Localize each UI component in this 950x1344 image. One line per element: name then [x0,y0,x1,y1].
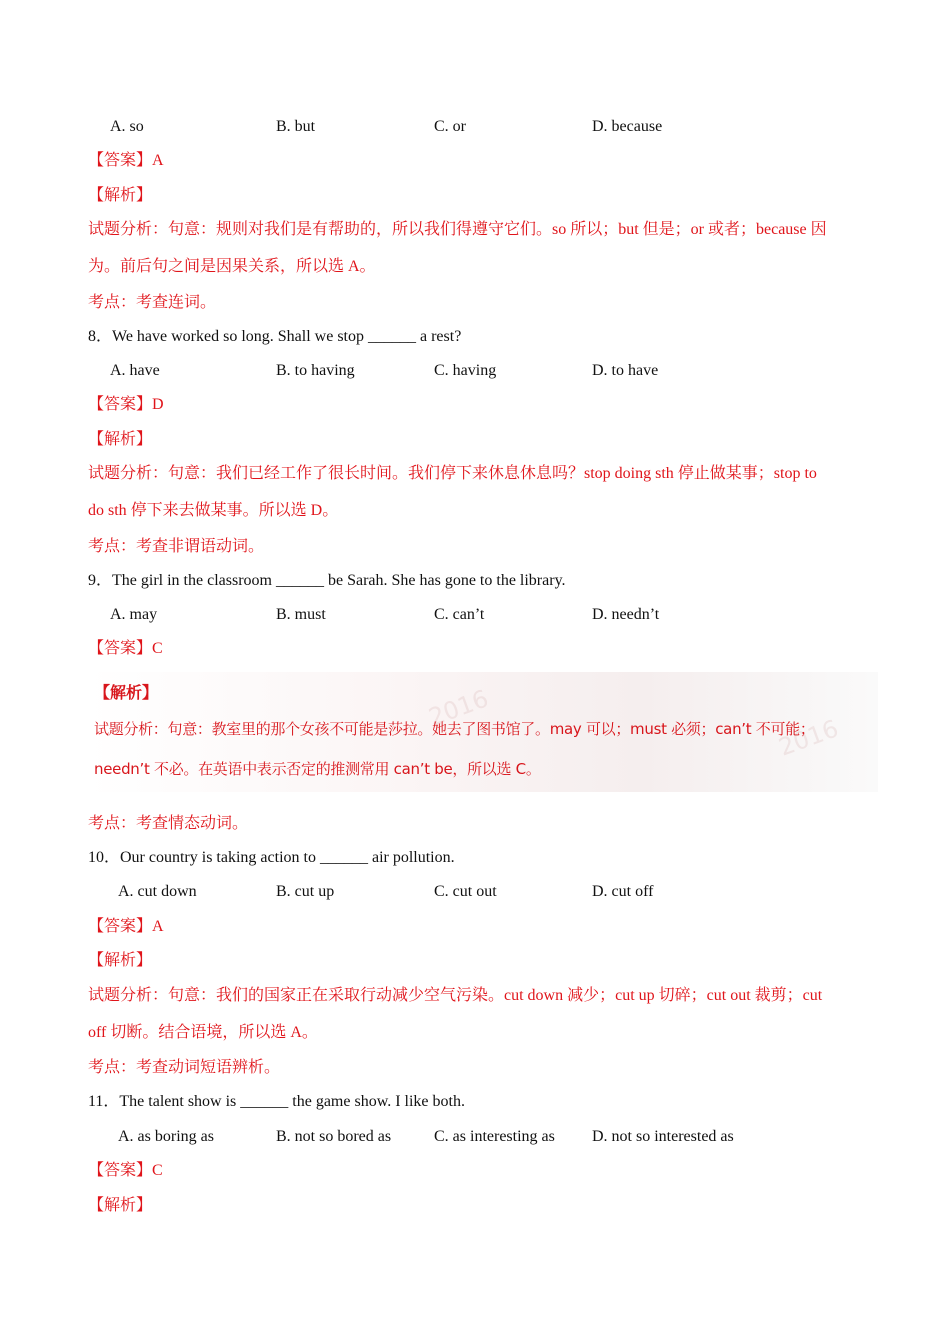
q10-option-d: D. cut off [592,883,654,900]
q9-jiexi-heading: 【解析】 [94,683,159,702]
q9-analysis-line-2: needn’t 不必。在英语中表示否定的推测常用 can’t be，所以选 C。 [94,760,541,778]
q8-option-a: A. have [110,362,160,379]
q9-option-c: C. can’t [434,606,485,623]
q8-point: 考点：考查非谓语动词。 [88,538,265,555]
q11-option-c: C. as interesting as [434,1128,555,1145]
q7-answer: 【答案】A [88,152,164,169]
q8-answer: 【答案】D [88,396,164,413]
q7-option-b: B. but [276,118,316,135]
q8-question: 8．We have worked so long. Shall we stop ______ a rest? [88,328,462,345]
q10-jiexi-heading: 【解析】 [88,952,153,969]
q7-jiexi-heading: 【解析】 [88,187,153,204]
watermark: 2016 [425,684,493,732]
q10-option-b: B. cut up [276,883,335,900]
q10-point: 考点：考查动词短语辨析。 [88,1059,281,1076]
q7-option-a: A. so [110,118,144,135]
q9-option-a: A. may [110,606,158,623]
q9-analysis-line-1: 试题分析：句意：教室里的那个女孩不可能是莎拉。她去了图书馆了。may 可以；must 必须；can’t 不可能； [94,720,815,738]
q8-option-b: B. to having [276,362,355,379]
q8-jiexi-heading: 【解析】 [88,431,153,448]
q9-option-d: D. needn’t [592,606,660,623]
q11-option-d: D. not so interested as [592,1128,734,1145]
q8-option-c: C. having [434,362,497,379]
q8-analysis-line-1: 试题分析：句意：我们已经工作了很长时间。我们停下来休息休息吗？stop doing sth 停止做某事；stop to [88,465,817,482]
q7-option-d: D. because [592,118,663,135]
q11-jiexi-heading: 【解析】 [88,1197,153,1214]
watermark-2: 2016 [775,714,843,762]
q11-option-b: B. not so bored as [276,1128,392,1145]
q10-option-a: A. cut down [118,883,197,900]
q7-analysis-line-1: 试题分析：句意：规则对我们是有帮助的，所以我们得遵守它们。so 所以；but 但是；or 或者；because 因 [88,221,827,238]
q9-answer: 【答案】C [88,640,163,657]
q9-analysis-image [88,672,878,792]
q7-point: 考点：考查连词。 [88,294,217,311]
q9-question: 9．The girl in the classroom ______ be Sarah. She has gone to the library. [88,572,566,589]
q11-option-a: A. as boring as [118,1128,214,1145]
q10-answer: 【答案】A [88,918,164,935]
q10-analysis-line-2: off 切断。结合语境，所以选 A。 [88,1024,318,1041]
q10-question: 10．Our country is taking action to ______ air pollution. [88,849,455,866]
q8-option-d: D. to have [592,362,659,379]
q11-answer: 【答案】C [88,1162,163,1179]
q10-option-c: C. cut out [434,883,497,900]
q11-question: 11．The talent show is ______ the game show. I like both. [88,1093,465,1110]
q10-analysis-line-1: 试题分析：句意：我们的国家正在采取行动减少空气污染。cut down 减少；cut up 切碎；cut out 裁剪；cut [88,987,823,1004]
q9-option-b: B. must [276,606,326,623]
q8-analysis-line-2: do sth 停下来去做某事。所以选 D。 [88,502,339,519]
q7-analysis-line-2: 为。前后句之间是因果关系，所以选 A。 [88,258,376,275]
q7-option-c: C. or [434,118,466,135]
q9-point: 考点：考查情态动词。 [88,815,249,832]
